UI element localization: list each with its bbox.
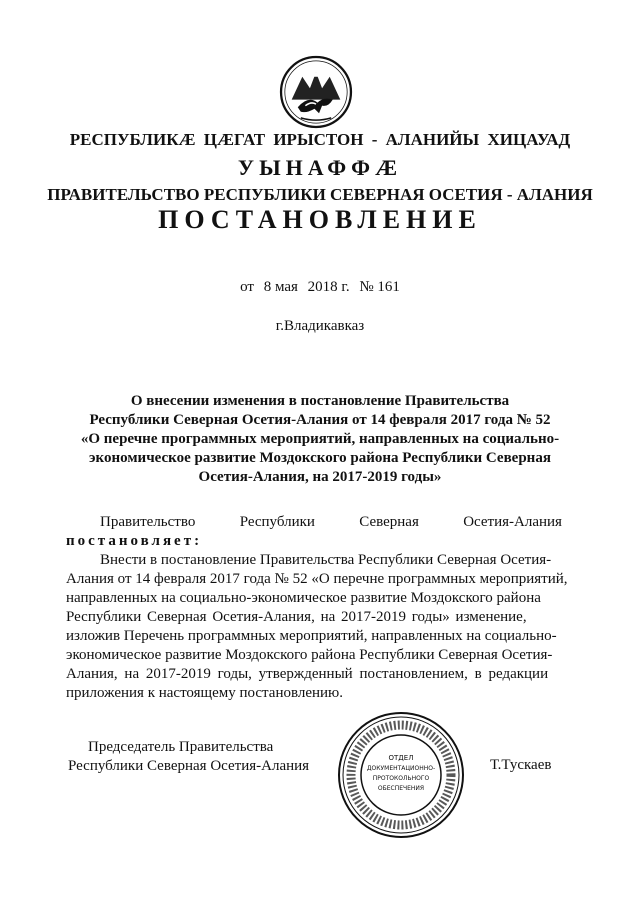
paragraph-line: Внести в постановление Правительства Республики Северная Осетия-	[100, 552, 552, 568]
title-line: Республики Северная Осетия-Алания от 14 февраля 2017 года № 52	[89, 412, 551, 428]
paragraph-line: направленных на социально-экономическое развитие Моздокского района	[66, 590, 541, 606]
date-line	[0, 279, 640, 296]
svg-text:ДОКУМЕНТАЦИОННО-: ДОКУМЕНТАЦИОННО-	[366, 765, 436, 772]
svg-text:ПРОТОКОЛЬНОГО: ПРОТОКОЛЬНОГО	[372, 775, 430, 782]
intro-word: Республики	[239, 514, 315, 530]
intro-word: Северная	[359, 514, 419, 530]
body-paragraph	[66, 551, 568, 703]
paragraph-line: Алания от 14 февраля 2017 года № 52 «О перечне программных мероприятий,	[66, 571, 568, 587]
decree-word: постановляет:	[66, 533, 203, 549]
svg-text:ОБЕСПЕЧЕНИЯ: ОБЕСПЕЧЕНИЯ	[377, 785, 425, 792]
header-ossetian-line: РЕСПУБЛИКӔ ЦӔГАТ ИРЫСТОН - АЛАНИЙЫ ХИЦАУАД	[69, 130, 571, 149]
header-government-line: ПРАВИТЕЛЬСТВО РЕСПУБЛИКИ СЕВЕРНАЯ ОСЕТИЯ - АЛАНИЯ	[47, 185, 593, 204]
coat-of-arms-icon	[278, 54, 354, 130]
svg-text:ОТДЕЛ: ОТДЕЛ	[388, 754, 414, 762]
paragraph-line: экономическое развитие Моздокского района Республики Северная Осетия-	[66, 647, 553, 663]
body-intro	[66, 513, 562, 551]
official-stamp-icon	[336, 710, 466, 840]
paragraph-line: приложения к настоящему постановлению.	[66, 685, 344, 701]
signer-position-line: Республики Северная Осетия-Алания	[68, 758, 310, 774]
date-day: 8 мая	[263, 279, 298, 295]
date-prefix: от	[240, 279, 254, 295]
paragraph-line: Алания, на 2017-2019 годы, утвержденный постановлением, в редакции	[66, 666, 549, 682]
title-line: «О перечне программных мероприятий, направленных на социально-	[80, 431, 560, 447]
document-subject-title	[70, 392, 570, 487]
document-type-title: ПОСТАНОВЛЕНИЕ	[158, 205, 482, 234]
title-line: Осетия-Алания, на 2017-2019 годы»	[198, 469, 442, 485]
intro-word: Правительство	[100, 514, 196, 530]
document-number: № 161	[359, 279, 400, 295]
paragraph-line: Республики Северная Осетия-Алания, на 2017-2019 годы» изменение,	[66, 609, 527, 625]
signer-position	[68, 738, 309, 776]
city: г.Владикавказ	[275, 318, 365, 334]
paragraph-line: изложив Перечень программных мероприятий, направленных на социально-	[66, 628, 557, 644]
signer-name: Т.Тускаев	[490, 757, 552, 773]
header-ossetian-doc-type: УЫНАФФӔ	[237, 155, 403, 180]
intro-word: Осетия-Алания	[463, 514, 562, 530]
signer-position-line: Председатель Правительства	[88, 739, 274, 755]
title-line: О внесении изменения в постановление Правительства	[130, 393, 510, 409]
title-line: экономическое развитие Моздокского района Республики Северная	[89, 450, 551, 466]
date-year: 2018 г.	[307, 279, 350, 295]
